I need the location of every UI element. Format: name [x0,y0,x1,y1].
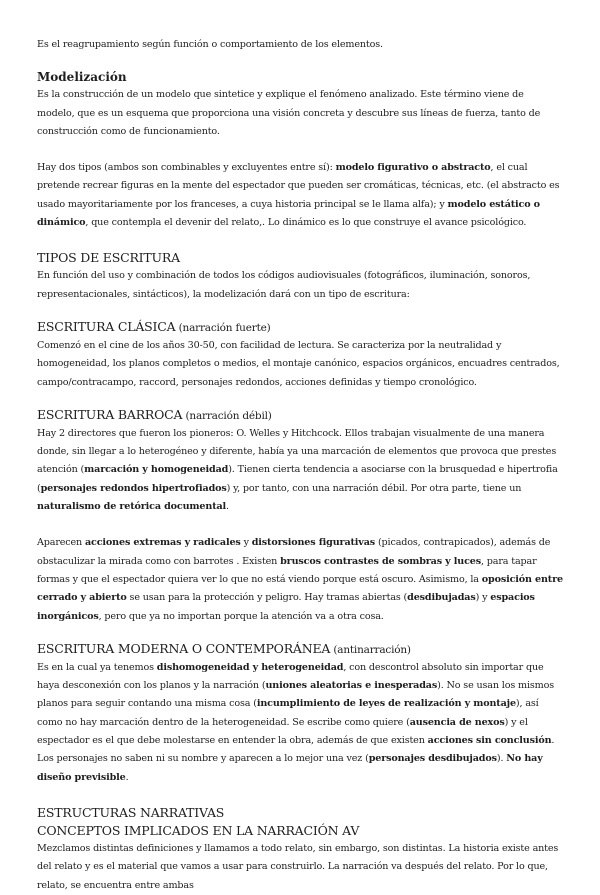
bold-term: personajes desdibujados [368,753,497,765]
bold-term: modelo figurativo o abstracto [335,162,491,174]
estructuras-paragraph: Mezclamos distintas definiciones y llamamos a todo relato, sin embargo, son distintas. La historia existe antes del relato y es el material que vamos a usar para construirlo. La narración va después del relato. Por lo que, relato, se encuentra entre ambas [37,842,559,891]
bold-term: bruscos contrastes de sombras y luces [280,555,481,567]
heading-escritura-clasica [37,318,564,337]
bold-term: incumplimiento de leyes de realización y montaje [256,698,516,710]
text-run: , el cual pretende recrear figuras en la mente del espectador que pueden ser cromáticas, técnicas, etc. (el abstracto es usado mayoritariamente por los franceses, a cuya historia principal se le llama alfa); y [37,162,560,210]
modelizacion-paragraph-2 [37,159,564,232]
text-run: Hay 2 directores que fueron los pioneros: O. Welles y Hitchcock. Ellos trabajan visualmente de una manera donde, sin llegar a lo heterogéneo y diferente, había ya una marcación de elementos que provoca que prestes atención ( [37,427,557,476]
text-run: se usan para la protección y peligro. Hay tramas abiertas ( [126,592,408,604]
bold-term: naturalismo de retórica documental [37,501,227,513]
text-run: , para tapar formas y que el espectador quiera ver lo que no está viendo porque está oscuro. Asimismo, la [37,555,537,585]
heading-subtitle: (narración fuerte) [175,321,271,334]
text-run: Hay dos tipos (ambos son combinables y excluyentes entre sí): [37,162,336,174]
heading-modelizacion: Modelización [37,70,127,85]
text-run: Aparecen [37,537,85,549]
heading-escritura-barroca [37,406,564,425]
text-run: , pero que ya no importan porque la atención va a otra cosa. [98,610,384,622]
bold-term: personajes redondos hipertrofiados [40,482,227,494]
text-run: y [240,537,252,549]
text-run: ), así como no hay marcación dentro de la heterogeneidad. Se escribe como quiere ( [37,698,539,728]
heading-text: ESCRITURA MODERNA O CONTEMPORÁNEA [37,640,331,656]
bold-term: No hay diseño previsible [37,753,543,783]
moderna-paragraph [37,659,564,787]
text-run: ) y el espectador es el que debe molestarse en entender la obra, además de que existen [37,716,528,747]
bold-term: modelo estático o dinámico [37,198,540,229]
heading-subtitle: (narración débil) [182,409,272,422]
bold-term: espacios inorgánicos [37,592,535,622]
text-run: ). Tienen cierta tendencia a asociarse con la brusquedad e hipertrofia ( [37,464,558,494]
bold-term: uniones aleatorias e inesperadas [265,680,438,692]
clasica-paragraph: Comenzó en el cine de los años 30-50, con facilidad de lectura. Se caracteriza por la neutralidad y homogeneidad, los planos completos o medios, el montaje canónico, espacios orgánicos, encuadres centrados, campo/contracampo, raccord, personajes redondos, acciones definidas y tiempo cronológico. [37,339,560,388]
bold-term: acciones sin conclusión [427,735,552,747]
bold-term: oposición entre cerrado y abierto [37,573,563,604]
text-run: . [125,771,129,783]
heading-conceptos-implicados: CONCEPTOS IMPLICADOS EN LA NARRACIÓN AV [37,822,360,838]
text-run: Es en la cual ya tenemos [37,661,157,673]
tipos-paragraph: En función del uso y combinación de todos los códigos audiovisuales (fotográficos, iluminación, sonoros, representacionales, sintácticos), la modelización dará con un tipo de escritura: [37,270,531,300]
bold-term: dishomogeneidad y heterogeneidad [156,661,344,673]
modelizacion-paragraph-1: Es la construcción de un modelo que sintetice y explique el fenómeno analizado. Este término viene de modelo, que es un esquema que proporciona una visión concreta y descubre sus líneas de fuerza, tanto de construcción como de funcionamiento. [37,89,541,137]
heading-subtitle: (antinarración) [330,643,411,656]
text-run: . Los personajes no saben ni su nombre y aparecen a lo mejor una vez ( [37,735,555,765]
text-run: . [226,501,229,513]
text-run: ). [496,753,507,765]
bold-term: ausencia de nexos [409,716,505,728]
barroca-paragraph-1 [37,425,564,516]
bold-term: desdibujadas [407,592,476,604]
text-run: , que contempla el devenir del relato,. Lo dinámico es lo que construye el avance psicológico. [85,217,527,229]
text-run: ) y, por tanto, con una narración débil. Por otra parte, tiene un [226,482,522,494]
text-run: , con descontrol absoluto sin importar que haya desconexión con los planos y la narración ( [37,661,544,692]
text-run: ). No se usan los mismos planos para seguir contando una misma cosa ( [37,680,555,710]
bold-term: acciones extremas y radicales [84,537,241,549]
text-run: (picados, contrapicados), además de obstaculizar la mirada como con barrotes . Existen [37,537,551,567]
heading-estructuras-narrativas: ESTRUCTURAS NARRATIVAS [37,804,225,820]
heading-tipos-de-escritura: TIPOS DE ESCRITURA [37,250,180,266]
heading-escritura-moderna [37,640,564,659]
heading-text: ESCRITURA CLÁSICA [37,318,176,334]
barroca-paragraph-2 [37,534,564,625]
bold-term: distorsiones figurativas [251,537,376,549]
intro-paragraph: Es el reagrupamiento según función o comportamiento de los elementos. [37,39,383,50]
heading-text: ESCRITURA BARROCA [37,406,183,422]
bold-term: marcación y homogeneidad [84,464,229,476]
text-run: ) y [475,592,491,604]
